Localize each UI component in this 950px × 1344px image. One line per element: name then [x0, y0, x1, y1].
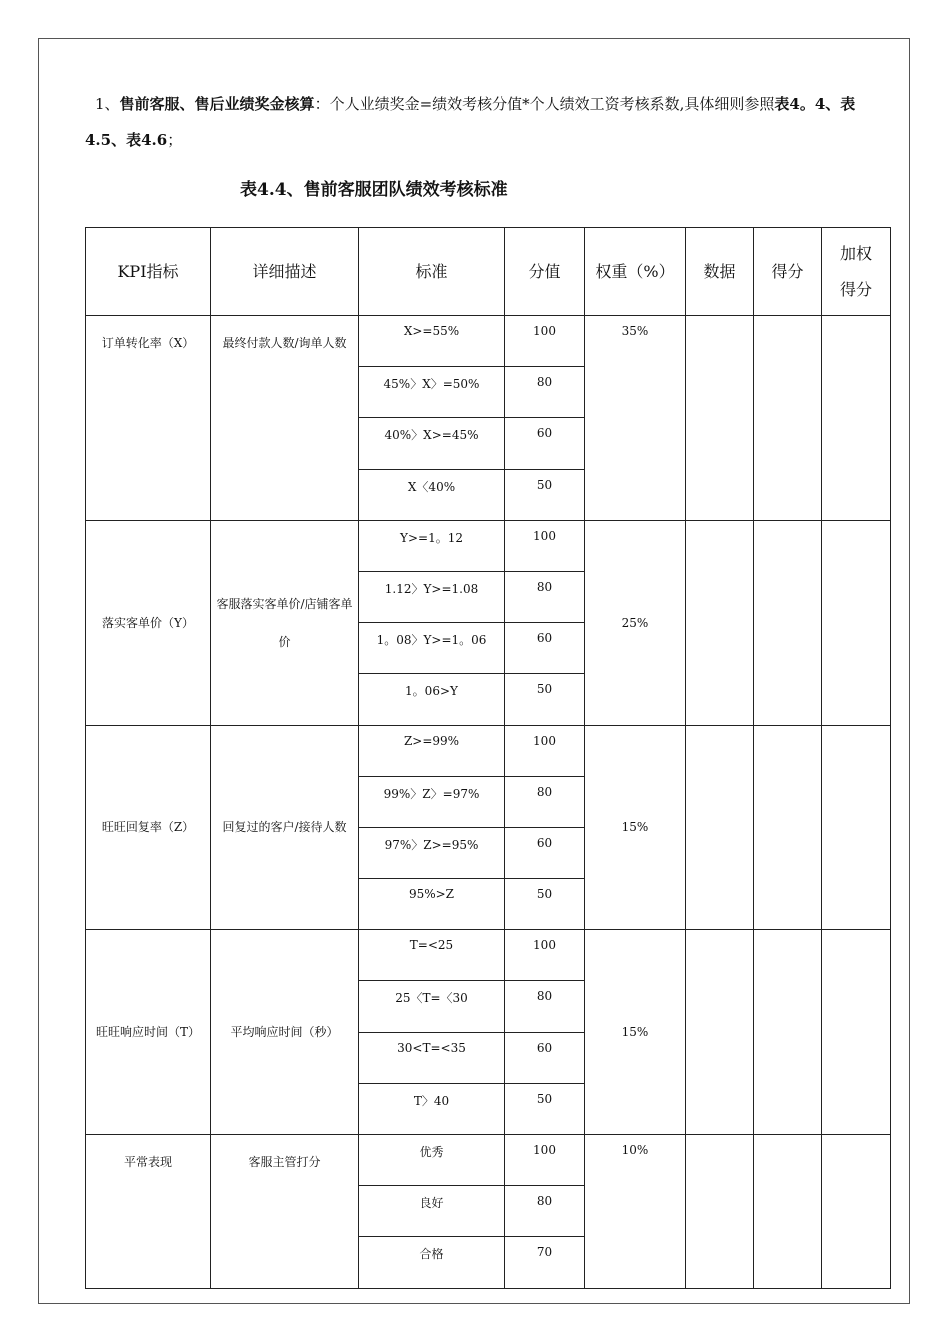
table-row	[86, 725, 891, 776]
standard-cell: Z>=99%	[359, 725, 505, 776]
score-cell: 100	[505, 316, 585, 367]
score-cell: 80	[505, 367, 585, 418]
weighted-points-cell	[822, 520, 891, 725]
score-cell: 60	[505, 827, 585, 878]
data-cell	[686, 725, 754, 930]
intro-end: ；	[167, 131, 183, 149]
header-weight: 权重（%）	[585, 228, 686, 316]
table-body	[86, 316, 891, 1289]
score-cell: 70	[505, 1237, 585, 1288]
score-cell: 50	[505, 1083, 585, 1134]
score-cell: 80	[505, 776, 585, 827]
standard-cell: 合格	[359, 1237, 505, 1288]
score-cell: 80	[505, 1186, 585, 1237]
kpi-name-cell: 落实客单价（Y）	[86, 520, 211, 725]
description-cell: 客服主管打分	[211, 1135, 359, 1289]
table-row	[86, 1135, 891, 1186]
points-cell	[754, 930, 822, 1135]
data-cell	[686, 316, 754, 521]
data-cell	[686, 930, 754, 1135]
table-row	[86, 316, 891, 367]
standard-cell: X>=55%	[359, 316, 505, 367]
score-cell: 50	[505, 879, 585, 930]
score-cell: 50	[505, 674, 585, 725]
intro-bold-lead: 售前客服、售后业绩奖金核算	[119, 95, 315, 113]
kpi-name-cell: 旺旺响应时间（T）	[86, 930, 211, 1135]
kpi-table	[85, 227, 891, 1289]
points-cell	[754, 1135, 822, 1289]
score-cell: 60	[505, 623, 585, 674]
description-cell: 客服落实客单价/店铺客单价	[211, 520, 359, 725]
score-cell: 80	[505, 981, 585, 1032]
score-cell: 60	[505, 418, 585, 469]
standard-cell: Y>=1。12	[359, 520, 505, 571]
table-row	[86, 520, 891, 571]
intro-paragraph	[85, 86, 875, 158]
header-description: 详细描述	[211, 228, 359, 316]
weight-cell: 15%	[585, 930, 686, 1135]
standard-cell: X〈40%	[359, 469, 505, 520]
standard-cell: 1。06>Y	[359, 674, 505, 725]
standard-cell: 45%〉X〉=50%	[359, 367, 505, 418]
kpi-name-cell: 订单转化率（X）	[86, 316, 211, 521]
description-cell: 回复过的客户/接待人数	[211, 725, 359, 930]
table-header-row	[86, 228, 891, 316]
weight-cell: 35%	[585, 316, 686, 521]
standard-cell: 40%〉X>=45%	[359, 418, 505, 469]
header-score: 分值	[505, 228, 585, 316]
weight-cell: 15%	[585, 725, 686, 930]
points-cell	[754, 520, 822, 725]
weight-cell: 10%	[585, 1135, 686, 1289]
standard-cell: 1。08〉Y>=1。06	[359, 623, 505, 674]
standard-cell: T=<25	[359, 930, 505, 981]
standard-cell: 99%〉Z〉=97%	[359, 776, 505, 827]
header-data: 数据	[686, 228, 754, 316]
weighted-points-cell	[822, 930, 891, 1135]
weighted-points-cell	[822, 725, 891, 930]
points-cell	[754, 316, 822, 521]
standard-cell: 优秀	[359, 1135, 505, 1186]
score-cell: 100	[505, 930, 585, 981]
standard-cell: 30<T=<35	[359, 1032, 505, 1083]
weight-cell: 25%	[585, 520, 686, 725]
weighted-points-cell	[822, 1135, 891, 1289]
table-title: 表4.4、售前客服团队绩效考核标准	[240, 180, 508, 200]
standard-cell: 97%〉Z>=95%	[359, 827, 505, 878]
standard-cell: 1.12〉Y>=1.08	[359, 571, 505, 622]
data-cell	[686, 520, 754, 725]
score-cell: 80	[505, 571, 585, 622]
kpi-name-cell: 旺旺回复率（Z）	[86, 725, 211, 930]
points-cell	[754, 725, 822, 930]
table-row	[86, 930, 891, 981]
data-cell	[686, 1135, 754, 1289]
description-cell: 最终付款人数/询单人数	[211, 316, 359, 521]
score-cell: 100	[505, 725, 585, 776]
intro-text: ：个人业绩奖金=绩效考核分值*个人绩效工资考核系数,具体细则参照	[314, 95, 775, 113]
standard-cell: 95%>Z	[359, 879, 505, 930]
description-cell: 平均响应时间（秒）	[211, 930, 359, 1135]
intro-number: 1、	[95, 95, 120, 113]
header-kpi: KPI指标	[86, 228, 211, 316]
kpi-name-cell: 平常表现	[86, 1135, 211, 1289]
standard-cell: T〉40	[359, 1083, 505, 1134]
score-cell: 100	[505, 1135, 585, 1186]
header-weighted-points: 加权 得分	[822, 228, 891, 316]
header-points: 得分	[754, 228, 822, 316]
intro-table-refs: 表4。4、表4.5、表4.6	[85, 95, 856, 149]
header-standard: 标准	[359, 228, 505, 316]
weighted-points-cell	[822, 316, 891, 521]
standard-cell: 良好	[359, 1186, 505, 1237]
score-cell: 50	[505, 469, 585, 520]
score-cell: 100	[505, 520, 585, 571]
standard-cell: 25〈T=〈30	[359, 981, 505, 1032]
score-cell: 60	[505, 1032, 585, 1083]
